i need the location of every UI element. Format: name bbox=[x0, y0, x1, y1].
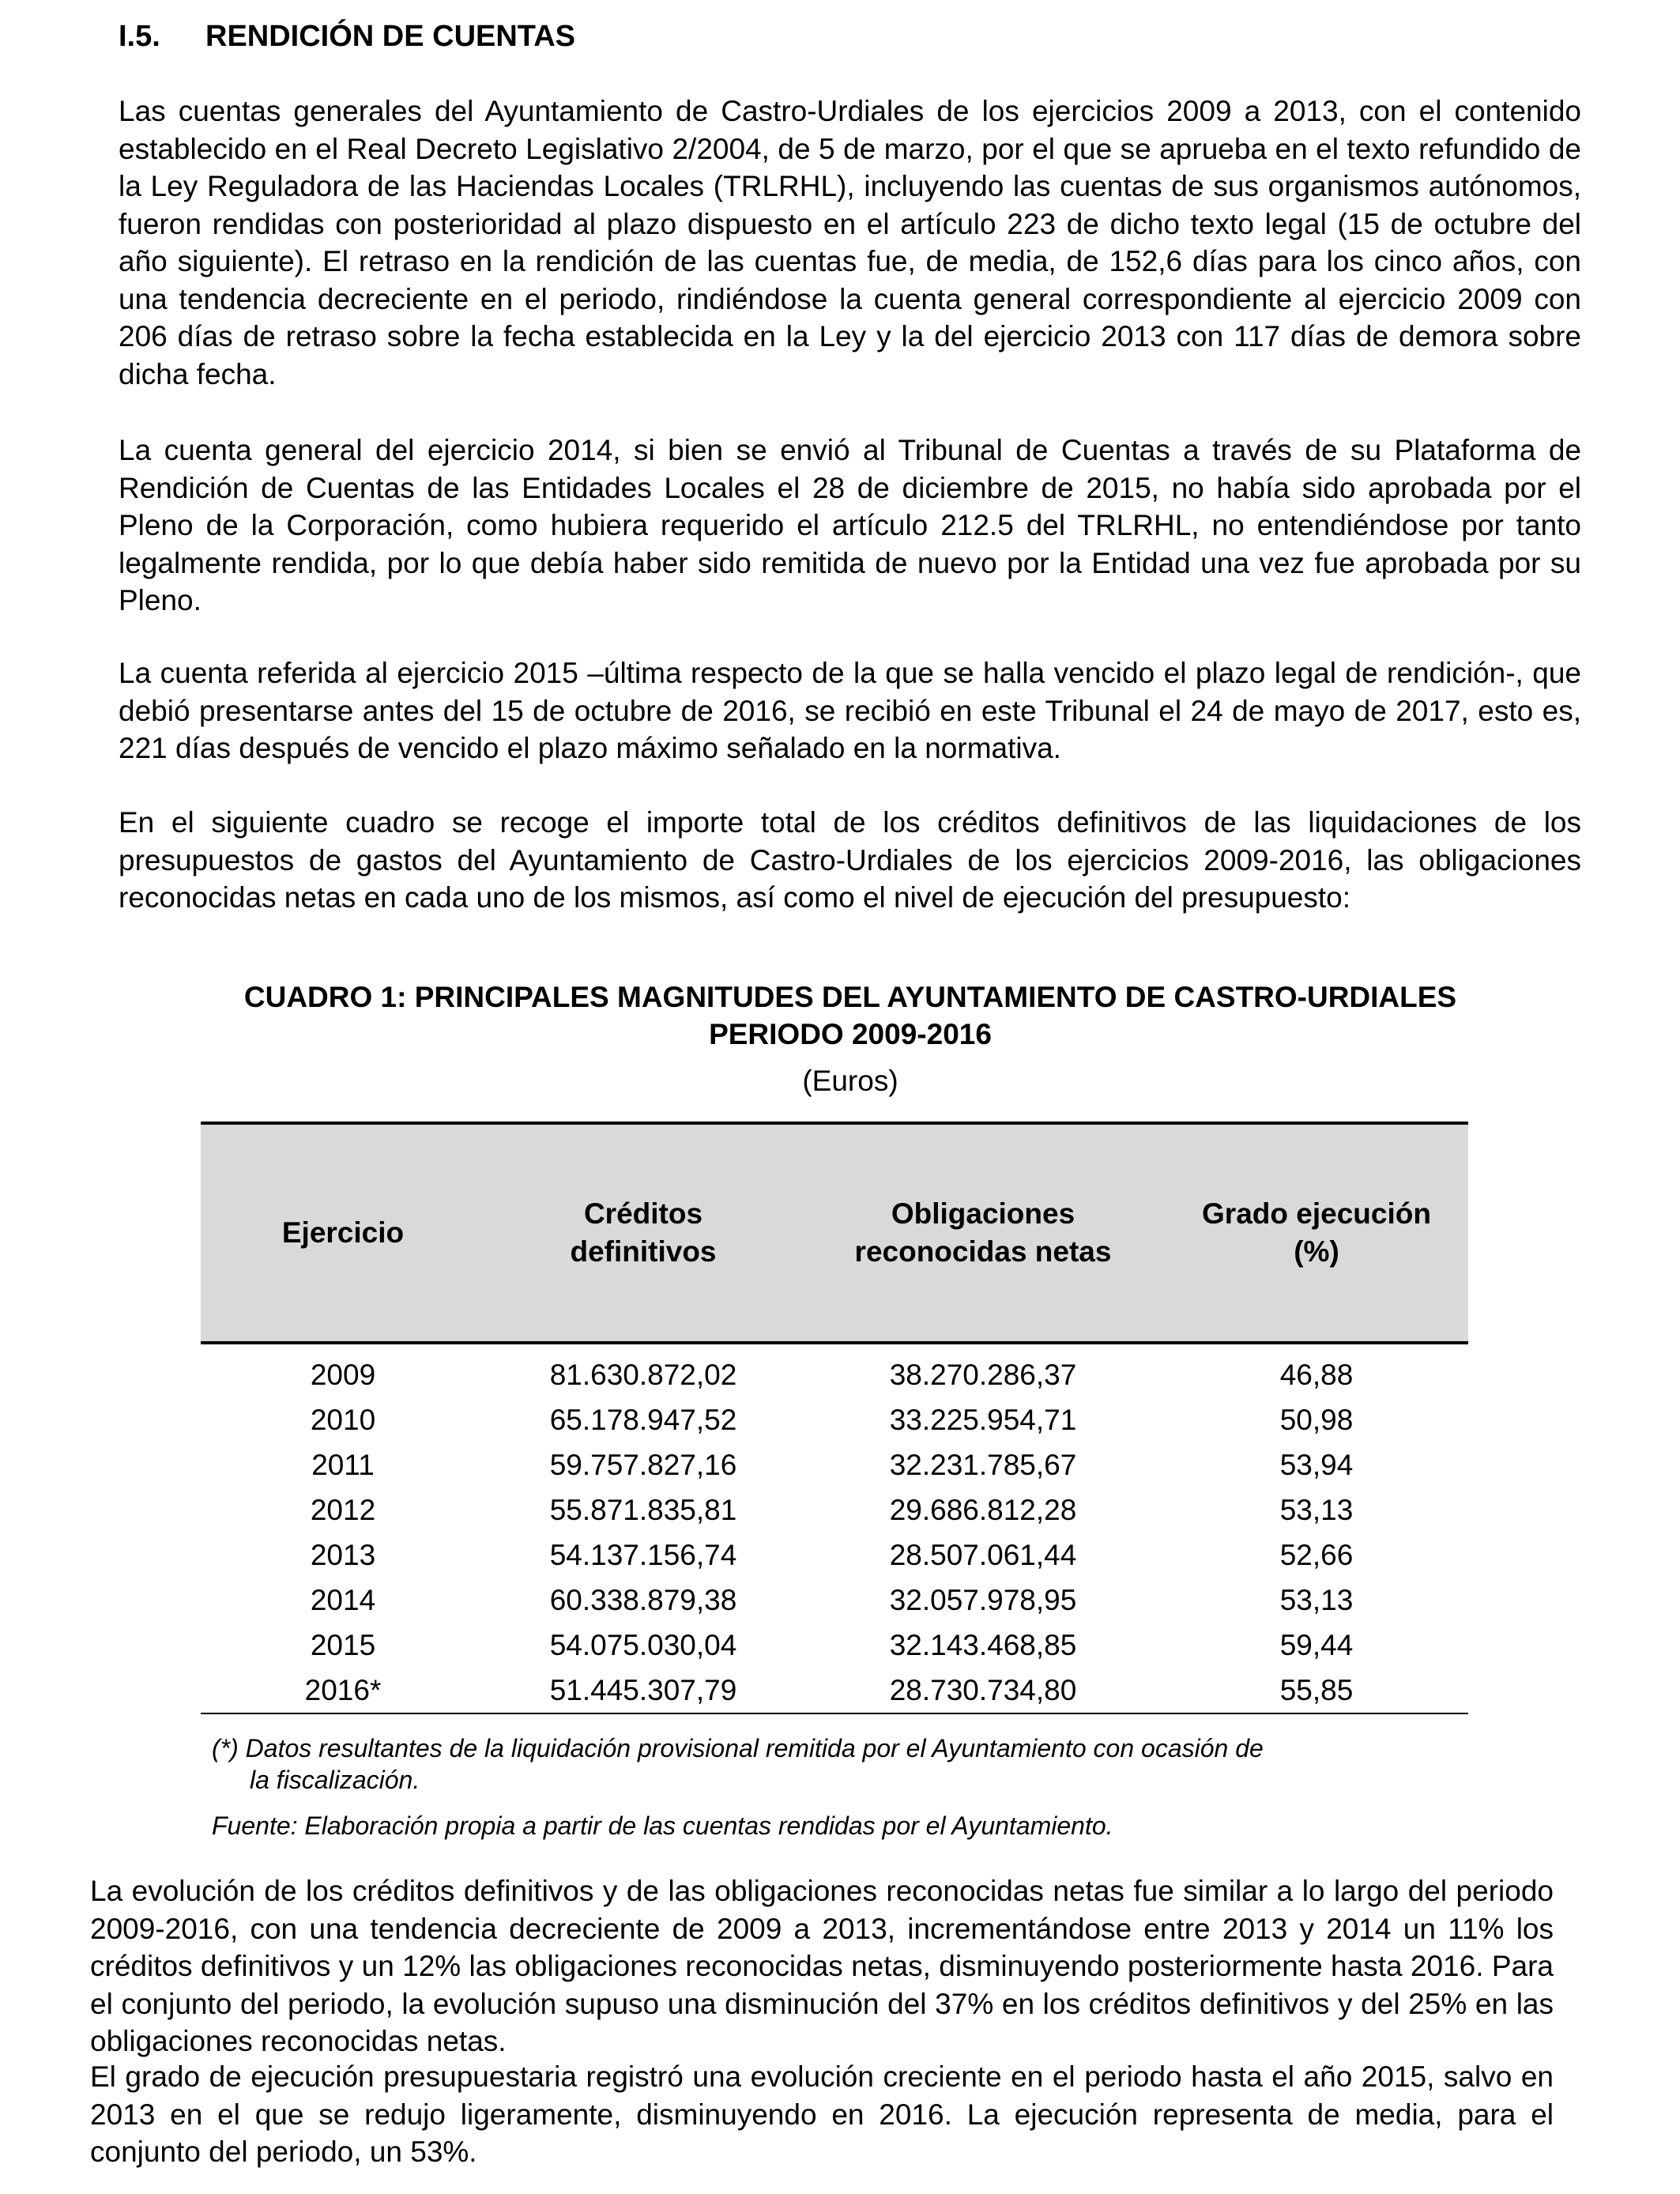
cell-obligaciones: 33.225.954,71 bbox=[889, 1404, 1077, 1436]
header-obligaciones bbox=[801, 1123, 1165, 1343]
cell-creditos: 65.178.947,52 bbox=[549, 1404, 737, 1436]
table-row bbox=[201, 1578, 1468, 1623]
cell-creditos: 81.630.872,02 bbox=[549, 1359, 737, 1391]
cell-obligaciones: 28.730.734,80 bbox=[801, 1668, 1165, 1713]
table-row bbox=[201, 1397, 1468, 1442]
paragraph-3: La cuenta referida al ejercicio 2015 –última respecto de la que se halla vencido el plazo legal de rendición-, que debió presentarse antes del 15 de octubre de 2016, se recibió en este Tribunal el 24 de mayo de 2017, esto es, 221 días después de vencido el plazo máximo señalado en la normativa. bbox=[119, 657, 1581, 764]
header-creditos bbox=[485, 1123, 801, 1343]
table-footnote bbox=[212, 1732, 1476, 1796]
cell-obligaciones: 38.270.286,37 bbox=[889, 1359, 1077, 1391]
table-source: Fuente: Elaboración propia a partir de las cuentas rendidas por el Ayuntamiento. bbox=[212, 1811, 1113, 1840]
table-row bbox=[201, 1343, 1468, 1397]
cell-year: 2014 bbox=[310, 1584, 376, 1616]
cell-obligaciones: 28.507.061,44 bbox=[889, 1539, 1077, 1571]
cell-grado: 53,13 bbox=[1279, 1584, 1354, 1616]
cell-grado: 53,94 bbox=[1279, 1449, 1354, 1481]
table-title bbox=[119, 978, 1582, 1053]
cell-year: 2011 bbox=[311, 1449, 375, 1481]
table-header-row bbox=[201, 1123, 1468, 1343]
table-title-line-1: CUADRO 1: PRINCIPALES MAGNITUDES DEL AYUNTAMIENTO DE CASTRO-URDIALES bbox=[243, 981, 1457, 1013]
table-footnote-line-2: la fiscalización. bbox=[250, 1766, 420, 1794]
cell-year: 2009 bbox=[310, 1359, 376, 1391]
cell-creditos: 54.137.156,74 bbox=[549, 1539, 737, 1571]
table-units: (Euros) bbox=[802, 1065, 898, 1097]
table-title-line-2: PERIODO 2009-2016 bbox=[709, 1018, 992, 1050]
cell-creditos: 51.445.307,79 bbox=[485, 1668, 801, 1713]
header-obligaciones-line-2: reconocidas netas bbox=[854, 1235, 1112, 1268]
table-row bbox=[201, 1623, 1468, 1668]
cell-grado: 46,88 bbox=[1279, 1359, 1354, 1391]
header-creditos-line-1: Créditos bbox=[583, 1197, 703, 1230]
cell-obligaciones: 32.231.785,67 bbox=[889, 1449, 1077, 1481]
header-grado-line-1: Grado ejecución bbox=[1202, 1197, 1431, 1230]
table-row bbox=[201, 1532, 1468, 1578]
cell-creditos: 54.075.030,04 bbox=[549, 1629, 737, 1661]
cell-obligaciones: 29.686.812,28 bbox=[889, 1494, 1077, 1526]
cell-creditos: 55.871.835,81 bbox=[549, 1494, 737, 1526]
paragraph-5: La evolución de los créditos definitivos y de las obligaciones reconocidas netas fue similar a lo largo del periodo 2009-2016, con una tendencia decreciente de 2009 a 2013, incrementándose entre 2013 y 2014 un 11% los créditos definitivos y un 12% las obligaciones reconocidas netas, disminuyendo posteriormente hasta 2016. Para el conjunto del periodo, la evolución supuso una disminución del 37% en los créditos definitivos y del 25% en las obligaciones reconocidas netas. bbox=[90, 1875, 1554, 2057]
header-ejercicio: Ejercicio bbox=[201, 1123, 485, 1343]
paragraph-1: Las cuentas generales del Ayuntamiento de Castro-Urdiales de los ejercicios 2009 a 2013, con el contenido establecido en el Real Decreto Legislativo 2/2004, de 5 de marzo, por el que se aprueba en el texto refundido de la Ley Reguladora de las Haciendas Locales (TRLRHL), incluyendo las cuentas de sus organismos autónomos, fueron rendidas con posterioridad al plazo dispuesto en el artículo 223 de dicho texto legal (15 de octubre del año siguiente). El retraso en la rendición de las cuentas fue, de media, de 152,6 días para los cinco años, con una tendencia decreciente en el periodo, rindiéndose la cuenta general correspondiente al ejercicio 2009 con 206 días de retraso sobre la fecha establecida en la Ley y la del ejercicio 2013 con 117 días de demora sobre dicha fecha. bbox=[119, 95, 1581, 390]
cell-year: 2015 bbox=[310, 1629, 376, 1661]
table-row bbox=[201, 1487, 1468, 1532]
cell-grado: 59,44 bbox=[1279, 1629, 1354, 1661]
cell-grado: 50,98 bbox=[1279, 1404, 1354, 1436]
cell-creditos: 60.338.879,38 bbox=[549, 1584, 737, 1616]
cell-grado: 52,66 bbox=[1279, 1539, 1354, 1571]
paragraph-2: La cuenta general del ejercicio 2014, si bien se envió al Tribunal de Cuentas a través de su Plataforma de Rendición de Cuentas de las Entidades Locales el 28 de diciembre de 2015, no había sido aprobada por el Pleno de la Corporación, como hubiera requerido el artículo 212.5 del TRLRHL, no entendiéndose por tanto legalmente rendida, por lo que debía haber sido remitida de nuevo por la Entidad una vez fue aprobada por su Pleno. bbox=[119, 434, 1581, 616]
cell-obligaciones: 32.143.468,85 bbox=[889, 1629, 1077, 1661]
cell-creditos: 59.757.827,16 bbox=[549, 1449, 737, 1481]
cell-year: 2012 bbox=[310, 1494, 376, 1526]
cell-obligaciones: 32.057.978,95 bbox=[889, 1584, 1077, 1616]
cell-grado: 53,13 bbox=[1279, 1494, 1354, 1526]
cell-year: 2013 bbox=[310, 1539, 376, 1571]
paragraph-4: En el siguiente cuadro se recoge el importe total de los créditos definitivos de las liquidaciones de los presupuestos de gastos del Ayuntamiento de Castro-Urdiales de los ejercicios 2009-2016, las obligaciones reconocidas netas en cada uno de los mismos, así como el nivel de ejecución del presupuesto: bbox=[119, 806, 1581, 914]
table-row bbox=[201, 1442, 1468, 1487]
table-footnote-line-1: (*) Datos resultantes de la liquidación provisional remitida por el Ayuntamiento con ocasión de bbox=[212, 1734, 1264, 1762]
cell-year: 2010 bbox=[310, 1404, 376, 1436]
section-number: I.5. bbox=[119, 20, 160, 53]
magnitudes-table bbox=[201, 1122, 1468, 1714]
header-creditos-line-2: definitivos bbox=[570, 1235, 717, 1268]
section-title: RENDICIÓN DE CUENTAS bbox=[205, 20, 575, 53]
header-grado bbox=[1165, 1123, 1468, 1343]
cell-grado: 55,85 bbox=[1165, 1668, 1468, 1713]
header-grado-line-2: (%) bbox=[1294, 1235, 1339, 1268]
cell-year: 2016* bbox=[201, 1668, 485, 1713]
paragraph-6: El grado de ejecución presupuestaria registró una evolución creciente en el periodo hasta el año 2015, salvo en 2013 en el que se redujo ligeramente, disminuyendo en 2016. La ejecución representa de media, para el conjunto del periodo, un 53%. bbox=[90, 2060, 1554, 2168]
header-obligaciones-line-1: Obligaciones bbox=[891, 1197, 1075, 1230]
section-heading bbox=[119, 19, 575, 54]
table-row bbox=[201, 1668, 1468, 1713]
